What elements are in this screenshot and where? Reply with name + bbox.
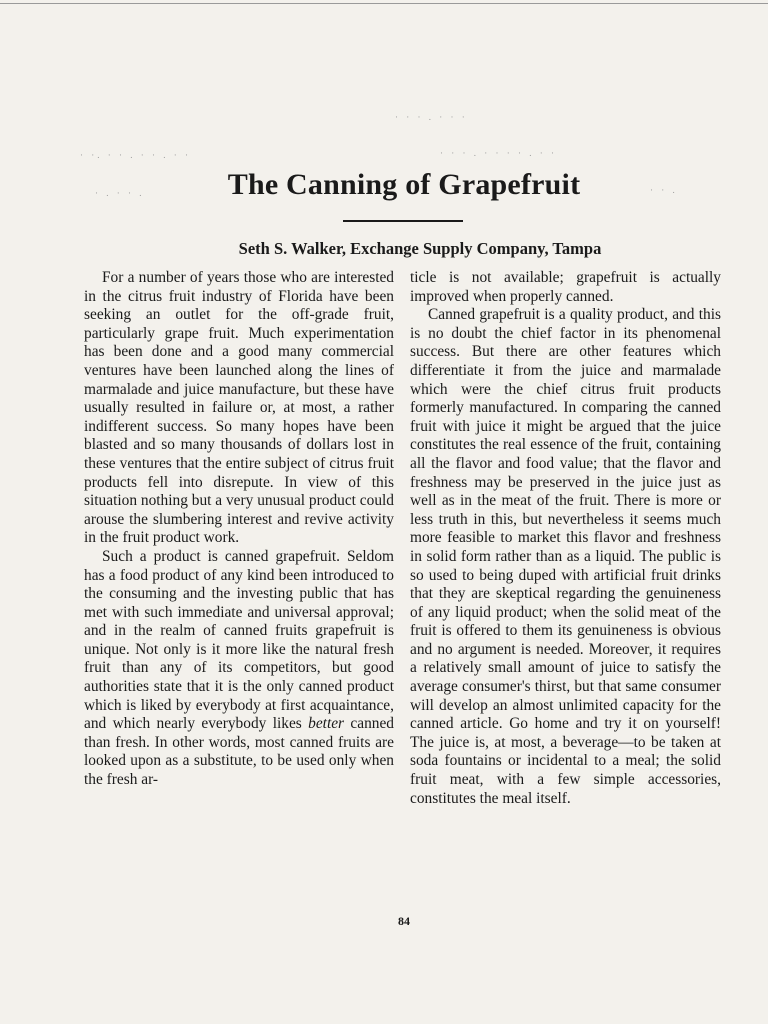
scan-speckle-decoration: · · · . · · · (395, 112, 468, 122)
article-title: The Canning of Grapefruit (227, 168, 581, 201)
scan-speckle-decoration: · ·. · · . · · . · · (80, 150, 191, 160)
scan-speckle-decoration: · · . (650, 185, 678, 195)
scan-speckle-decoration: · . · · . (95, 188, 145, 198)
title-rule (343, 220, 463, 222)
page-number: 84 (398, 914, 410, 928)
left-column (84, 269, 394, 790)
paragraph (84, 548, 394, 790)
paragraph-text: Such a product is canned grapefruit. Seldom has a food product of any kind been introduced to the consuming and the investing public that has met with such immediate and universal approval; and in the realm of canned fruits grapefruit is unique. Not only is it more like the natural fresh fruit than any of its competitors, but good authorities state that it is the only canned product which is liked by everybody at first acquaintance, and which nearly everybody likes (84, 547, 394, 733)
scan-speckle-decoration: · · · . · · · · . · · (440, 148, 557, 158)
emphasis-text: better (308, 715, 345, 733)
paragraph: ticle is not available; grapefruit is actually improved when properly canned. (410, 269, 721, 305)
right-column (410, 269, 721, 808)
paragraph: Canned grapefruit is a quality product, and this is no doubt the chief factor in its phenomenal success. But there are other features which differentiate it from the juice and marmalade which were the chief citrus fruit products formerly manufactured. In comparing the canned fruit with juice it might be argued that the juice constitutes the real essence of the fruit, containing all the flavor and food value; that the flavor and freshness may be preserved in the juice just as well as in the meat of the fruit. There is more or less truth in this, but nevertheless it seems much more feasible to market this flavor and freshness in solid form rather than as a liquid. The public is so used to being duped with artificial fruit drinks that they are skeptical regarding the genuineness of any liquid product; when the solid meat of the fruit is offered to them its genuineness is obvious and no argument is needed. Moreover, it requires a relatively small amount of juice to satisfy the average consumer's thirst, but that same consumer will develop an almost unlimited capacity for the canned article. Go home and try it on yourself! The juice is, at most, a beverage—to be taken at soda fountains or incidental to a meal; the solid fruit meat, with a few simple accessories, constitutes the meal itself. (410, 306, 721, 807)
article-byline: Seth S. Walker, Exchange Supply Company, Tampa (238, 239, 602, 258)
top-edge-rule (0, 3, 768, 4)
paragraph-text: canned than fresh. In other words, most canned fruits are looked upon as a substitute, to be used only when the fresh ar- (84, 715, 394, 789)
paragraph: For a number of years those who are interested in the citrus fruit industry of Florida have been seeking an outlet for the off-grade fruit, particularly grape fruit. Much experimentation has been done and a good many commercial ventures have been launched along the lines of marmalade and juice manufacture, but these have usually resulted in failure or, at most, a rather indifferent success. So many hopes have been blasted and so many thousands of dollars lost in these ventures that the entire subject of citrus fruit products fell into disrepute. In view of this situation nothing but a very unusual product could arouse the slumbering interest and revive activity in the fruit product work. (84, 269, 394, 547)
